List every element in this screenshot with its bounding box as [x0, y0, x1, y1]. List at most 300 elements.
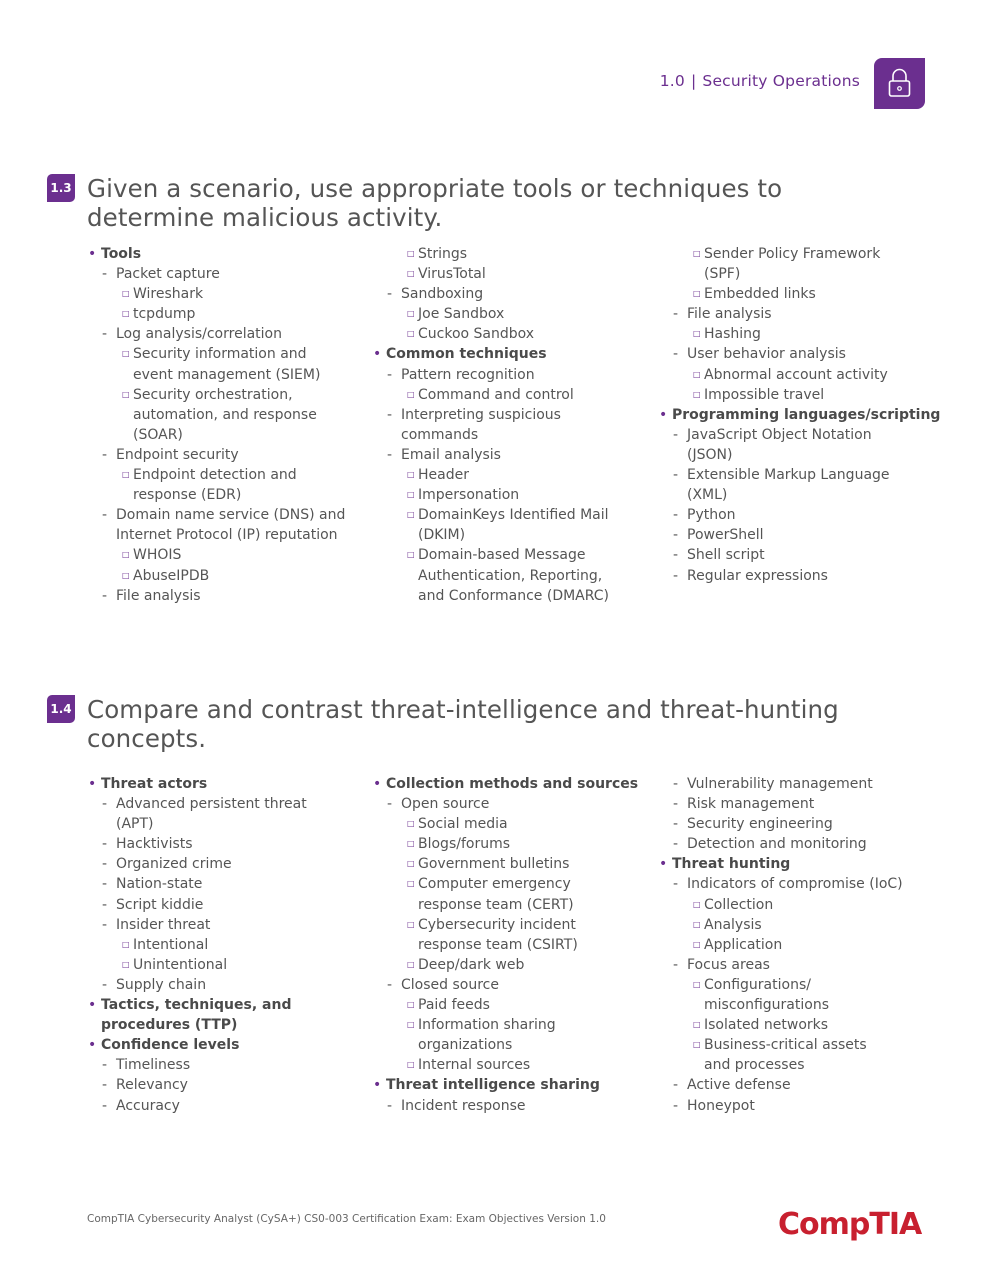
list-item-text: Intentional [133, 936, 209, 953]
list-item [372, 1035, 657, 1055]
list-item [372, 834, 657, 854]
list-item [658, 344, 943, 364]
list-item-text: Organized crime [116, 856, 232, 873]
list-item [658, 794, 943, 814]
section-title [87, 174, 877, 232]
list-item-text: Timeliness [116, 1057, 191, 1074]
list-item-text: Security information and [133, 346, 307, 363]
list-item-text: Security engineering [687, 816, 833, 833]
square-bullet-icon: □ [693, 939, 701, 949]
list-item [87, 344, 372, 364]
list-item [372, 405, 657, 425]
bullet-marker: • [659, 856, 668, 873]
list-item-text: Advanced persistent threat [116, 796, 307, 813]
list-item-text: commands [401, 426, 479, 443]
list-item-text: DomainKeys Identified Mail [418, 507, 609, 524]
square-bullet-icon: □ [693, 899, 701, 909]
list-item [658, 854, 943, 874]
list-item [658, 545, 943, 565]
list-item [658, 1096, 943, 1116]
square-bullet-icon: □ [407, 510, 415, 520]
header-title [660, 72, 860, 90]
list-item [372, 385, 657, 405]
list-item [87, 935, 372, 955]
square-bullet-icon: □ [407, 550, 415, 560]
list-item [658, 1015, 943, 1035]
list-item [658, 834, 943, 854]
list-item-text: Extensible Markup Language [687, 467, 890, 484]
list-item [372, 995, 657, 1015]
list-item [87, 854, 372, 874]
bullet-marker: • [88, 776, 97, 792]
list-item-text: (DKIM) [418, 527, 466, 544]
square-bullet-icon: □ [407, 1060, 415, 1070]
list-item [658, 1055, 943, 1075]
list-item-text: Pattern recognition [401, 366, 535, 383]
list-item-text: Closed source [401, 976, 499, 993]
dash-marker: - [673, 836, 679, 853]
header-separator: | [690, 72, 697, 90]
list-item [87, 284, 372, 304]
list-item [372, 975, 657, 995]
square-bullet-icon: □ [122, 309, 130, 319]
list-item [372, 874, 657, 894]
list-item [658, 774, 943, 794]
list-item [658, 995, 943, 1015]
square-bullet-icon: □ [407, 269, 415, 279]
list-item [87, 1096, 372, 1116]
dash-marker: - [673, 467, 679, 484]
list-item-text: Threat intelligence sharing [386, 1077, 600, 1094]
list-item [372, 1096, 657, 1116]
list-item-text: (APT) [116, 816, 154, 833]
list-item-text: Shell script [687, 547, 765, 564]
list-item [372, 794, 657, 814]
list-item-text: Internet Protocol (IP) reputation [116, 527, 338, 544]
dash-marker: - [102, 446, 108, 463]
objective-column-2 [372, 774, 657, 1116]
list-item [372, 1075, 657, 1095]
dash-marker: - [673, 346, 679, 363]
comptia-logo: CompTIA [778, 1207, 922, 1242]
list-item [87, 505, 372, 525]
dash-marker: - [673, 776, 679, 792]
square-bullet-icon: □ [693, 329, 701, 339]
list-item [372, 814, 657, 834]
square-bullet-icon: □ [122, 939, 130, 949]
list-item-text: and processes [704, 1057, 805, 1074]
list-item-text: Supply chain [116, 976, 207, 993]
list-item [372, 505, 657, 525]
list-item-text: Isolated networks [704, 1017, 829, 1034]
list-item [87, 405, 372, 425]
list-item-text: PowerShell [687, 527, 764, 544]
list-item-text: Security orchestration, [133, 386, 293, 403]
list-item [87, 465, 372, 485]
header-section-title: Security Operations [702, 72, 860, 90]
dash-marker: - [102, 836, 108, 853]
list-item-text: Honeypot [687, 1097, 755, 1114]
objective-column-2 [372, 244, 657, 606]
square-bullet-icon: □ [122, 470, 130, 480]
list-item [372, 425, 657, 445]
list-item-text: Hashing [704, 326, 761, 343]
list-item [658, 385, 943, 405]
dash-marker: - [673, 567, 679, 584]
list-item [658, 874, 943, 894]
list-item-text: (SOAR) [133, 426, 183, 443]
list-item [372, 365, 657, 385]
square-bullet-icon: □ [122, 550, 130, 560]
list-item [658, 284, 943, 304]
list-item-text: Open source [401, 796, 490, 813]
list-item [658, 1035, 943, 1055]
objective-column-1 [87, 244, 372, 606]
list-item-text: Command and control [418, 386, 574, 403]
list-item-text: Incident response [401, 1097, 526, 1114]
dash-marker: - [673, 876, 679, 893]
list-item-text: Embedded links [704, 286, 816, 303]
list-item [87, 1055, 372, 1075]
list-item [372, 1055, 657, 1075]
dash-marker: - [387, 1097, 393, 1114]
list-item [658, 895, 943, 915]
list-item-text: and Conformance (DMARC) [418, 587, 610, 604]
list-item-text: Vulnerability management [687, 776, 873, 792]
square-bullet-icon: □ [693, 249, 701, 258]
list-item-text: Impossible travel [704, 386, 825, 403]
list-item-text: Collection [704, 896, 774, 913]
square-bullet-icon: □ [407, 309, 415, 319]
list-item [372, 344, 657, 364]
section-title-line2: concepts. [87, 724, 207, 753]
dash-marker: - [673, 816, 679, 833]
dash-marker: - [102, 326, 108, 343]
list-item-text: Script kiddie [116, 896, 204, 913]
list-item-text: Focus areas [687, 956, 770, 973]
square-bullet-icon: □ [693, 289, 701, 299]
header-section-number: 1.0 [659, 72, 685, 90]
list-item-text: Domain name service (DNS) and [116, 507, 346, 524]
list-item-text: File analysis [687, 306, 772, 323]
list-item-text: Paid feeds [418, 997, 490, 1014]
square-bullet-icon: □ [407, 249, 415, 258]
dash-marker: - [102, 876, 108, 893]
dash-marker: - [673, 1097, 679, 1114]
list-item [658, 324, 943, 344]
list-item [87, 385, 372, 405]
list-item-text: Packet capture [116, 266, 220, 283]
list-item-text: AbuseIPDB [133, 567, 210, 584]
list-item [87, 975, 372, 995]
list-item [372, 915, 657, 935]
list-item-text: Blogs/forums [418, 836, 511, 853]
list-item-text: Government bulletins [418, 856, 570, 873]
list-item [87, 1015, 372, 1035]
list-item [658, 244, 943, 264]
list-item-text: misconfigurations [704, 997, 829, 1014]
list-item [658, 566, 943, 586]
list-item-text: Indicators of compromise (IoC) [687, 876, 903, 893]
list-item-text: (JSON) [687, 446, 733, 463]
list-item-text: Insider threat [116, 916, 211, 933]
list-item-text: Threat actors [101, 776, 208, 792]
section-number-badge: 1.4 [47, 695, 75, 723]
list-item-text: Threat hunting [672, 856, 791, 873]
bullet-marker: • [88, 246, 97, 262]
footer-text: CompTIA Cybersecurity Analyst (CySA+) CS0-003 Certification Exam: Exam Objectives Version 1.0 [87, 1213, 606, 1225]
objective-column-3 [658, 774, 943, 1116]
square-bullet-icon: □ [122, 389, 130, 399]
dash-marker: - [673, 796, 679, 813]
dash-marker: - [102, 1057, 108, 1074]
list-item-text: Cuckoo Sandbox [418, 326, 535, 343]
dash-marker: - [102, 266, 108, 283]
list-item-text: event management (SIEM) [133, 366, 321, 383]
list-item-text: Cybersecurity incident [418, 916, 576, 933]
bullet-marker: • [88, 997, 97, 1014]
dash-marker: - [102, 976, 108, 993]
list-item [658, 814, 943, 834]
dash-marker: - [387, 366, 393, 383]
list-item-text: organizations [418, 1037, 513, 1054]
list-item-text: User behavior analysis [687, 346, 846, 363]
list-item [372, 545, 657, 565]
dash-marker: - [102, 916, 108, 933]
page-header [0, 58, 983, 110]
list-item-text: Relevancy [116, 1077, 188, 1094]
section-title-line2: determine malicious activity. [87, 203, 443, 232]
square-bullet-icon: □ [693, 369, 701, 379]
list-item-text: Log analysis/correlation [116, 326, 282, 343]
list-item [87, 895, 372, 915]
list-item-text: Information sharing [418, 1017, 556, 1034]
list-item [372, 1015, 657, 1035]
dash-marker: - [102, 507, 108, 524]
list-item-text: JavaScript Object Notation [687, 426, 872, 443]
list-item [87, 874, 372, 894]
dash-marker: - [673, 547, 679, 564]
list-item [372, 324, 657, 344]
list-item-text: Joe Sandbox [418, 306, 505, 323]
list-item [658, 405, 943, 425]
square-bullet-icon: □ [407, 819, 415, 829]
list-item-text: WHOIS [133, 547, 182, 564]
list-item [372, 525, 657, 545]
list-item-text: Abnormal account activity [704, 366, 888, 383]
list-item-text: Endpoint security [116, 446, 239, 463]
list-item [372, 284, 657, 304]
list-item [658, 915, 943, 935]
list-item-text: VirusTotal [418, 266, 486, 283]
list-item-text: Strings [418, 246, 468, 262]
list-item-text: Computer emergency [418, 876, 571, 893]
list-item-text: Authentication, Reporting, [418, 567, 603, 584]
list-item [372, 586, 657, 606]
list-item-text: response team (CERT) [418, 896, 574, 913]
list-item-text: Endpoint detection and [133, 467, 297, 484]
list-item-text: Header [418, 467, 469, 484]
list-item [87, 525, 372, 545]
list-item-text: Deep/dark web [418, 956, 525, 973]
list-item-text: Risk management [687, 796, 815, 813]
list-item [87, 445, 372, 465]
list-item-text: Regular expressions [687, 567, 828, 584]
list-item-text: Active defense [687, 1077, 791, 1094]
square-bullet-icon: □ [407, 329, 415, 339]
list-item-text: Tactics, techniques, and [101, 997, 292, 1014]
bullet-marker: • [373, 346, 382, 363]
dash-marker: - [673, 956, 679, 973]
list-item [658, 935, 943, 955]
list-item [658, 445, 943, 465]
list-item-text: response team (CSIRT) [418, 936, 578, 953]
dash-marker: - [102, 856, 108, 873]
list-item [87, 1035, 372, 1055]
square-bullet-icon: □ [693, 389, 701, 399]
list-item [658, 975, 943, 995]
square-bullet-icon: □ [407, 490, 415, 500]
list-item [87, 324, 372, 344]
section-title [87, 695, 877, 753]
list-item-text: Hacktivists [116, 836, 193, 853]
list-item [372, 445, 657, 465]
dash-marker: - [387, 976, 393, 993]
dash-marker: - [387, 796, 393, 813]
list-item [372, 955, 657, 975]
list-item-text: automation, and response [133, 406, 317, 423]
dash-marker: - [102, 796, 108, 813]
list-item-text: Configurations/ [704, 976, 811, 993]
list-item-text: Social media [418, 816, 508, 833]
dash-marker: - [673, 527, 679, 544]
list-item-text: Programming languages/scripting [672, 406, 941, 423]
list-item-text: Email analysis [401, 446, 501, 463]
list-item [658, 264, 943, 284]
list-item [372, 854, 657, 874]
dash-marker: - [387, 286, 393, 303]
list-item-text: Tools [101, 246, 142, 262]
list-item [87, 915, 372, 935]
list-item [87, 304, 372, 324]
dash-marker: - [673, 507, 679, 524]
square-bullet-icon: □ [693, 979, 701, 989]
list-item-text: Detection and monitoring [687, 836, 867, 853]
list-item [372, 465, 657, 485]
dash-marker: - [673, 1077, 679, 1094]
section-number-badge: 1.3 [47, 174, 75, 202]
bullet-marker: • [373, 1077, 382, 1094]
list-item [87, 995, 372, 1015]
list-item-text: (XML) [687, 487, 728, 504]
square-bullet-icon: □ [407, 1000, 415, 1010]
square-bullet-icon: □ [122, 959, 130, 969]
dash-marker: - [673, 306, 679, 323]
square-bullet-icon: □ [122, 349, 130, 359]
section-title-line1: Compare and contrast threat-intelligence and threat-hunting [87, 695, 839, 724]
list-item [87, 365, 372, 385]
section-title-line1: Given a scenario, use appropriate tools or techniques to [87, 174, 783, 203]
bullet-marker: • [373, 776, 382, 792]
list-item-text: File analysis [116, 587, 201, 604]
list-item [87, 244, 372, 264]
list-item-text: Business-critical assets [704, 1037, 867, 1054]
list-item-text: Sender Policy Framework [704, 246, 881, 262]
list-item [372, 895, 657, 915]
square-bullet-icon: □ [407, 859, 415, 869]
list-item [658, 465, 943, 485]
list-item-text: procedures (TTP) [101, 1017, 238, 1034]
list-item-text: Python [687, 507, 736, 524]
dash-marker: - [102, 896, 108, 913]
list-item [87, 774, 372, 794]
list-item-text: Nation-state [116, 876, 203, 893]
square-bullet-icon: □ [407, 879, 415, 889]
square-bullet-icon: □ [407, 839, 415, 849]
list-item [372, 485, 657, 505]
list-item-text: Application [704, 936, 783, 953]
list-item [658, 304, 943, 324]
list-item [87, 834, 372, 854]
objective-column-1 [87, 774, 372, 1116]
list-item [658, 505, 943, 525]
list-item [87, 425, 372, 445]
square-bullet-icon: □ [693, 1020, 701, 1030]
dash-marker: - [387, 446, 393, 463]
list-item [87, 566, 372, 586]
objective-column-3 [658, 244, 943, 586]
list-item [87, 955, 372, 975]
square-bullet-icon: □ [407, 470, 415, 480]
list-item [87, 485, 372, 505]
list-item [658, 525, 943, 545]
dash-marker: - [102, 1077, 108, 1094]
square-bullet-icon: □ [122, 289, 130, 299]
list-item-text: Common techniques [386, 346, 547, 363]
list-item-text: tcpdump [133, 306, 196, 323]
list-item [87, 586, 372, 606]
list-item [87, 545, 372, 565]
list-item [87, 794, 372, 814]
square-bullet-icon: □ [122, 570, 130, 580]
dash-marker: - [673, 426, 679, 443]
square-bullet-icon: □ [407, 389, 415, 399]
dash-marker: - [387, 406, 393, 423]
list-item-text: Unintentional [133, 956, 228, 973]
list-item [372, 304, 657, 324]
list-item-text: (SPF) [704, 266, 741, 283]
square-bullet-icon: □ [407, 959, 415, 969]
list-item-text: Impersonation [418, 487, 520, 504]
list-item [658, 365, 943, 385]
list-item-text: Wireshark [133, 286, 204, 303]
list-item-text: Collection methods and sources [386, 776, 639, 792]
list-item [372, 774, 657, 794]
list-item-text: response (EDR) [133, 487, 242, 504]
lock-icon [874, 58, 925, 109]
list-item-text: Interpreting suspicious [401, 406, 561, 423]
list-item [658, 485, 943, 505]
list-item [372, 566, 657, 586]
list-item-text: Analysis [704, 916, 762, 933]
list-item [658, 955, 943, 975]
list-item [372, 264, 657, 284]
bullet-marker: • [88, 1037, 97, 1054]
list-item [87, 1075, 372, 1095]
dash-marker: - [102, 1097, 108, 1114]
list-item-text: Sandboxing [401, 286, 484, 303]
list-item [658, 425, 943, 445]
